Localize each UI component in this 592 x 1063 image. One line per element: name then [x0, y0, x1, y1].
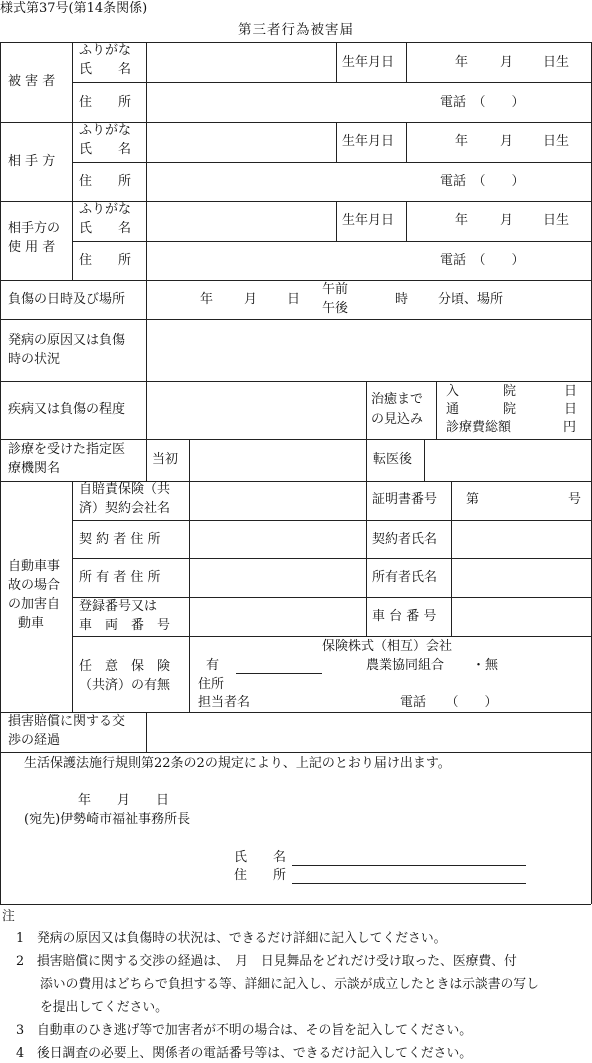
recovery-label: 治癒まで	[371, 392, 424, 407]
insurance-name-blank	[236, 673, 322, 674]
injury-datetime-label: 負傷の日時及び場所	[8, 292, 126, 307]
address-label: 住 所	[79, 95, 132, 110]
registration-label: 登録番号又は	[79, 599, 158, 614]
owner-name-label: 所有者氏名	[372, 570, 438, 585]
vehicle-accident-label: 自動車事	[8, 559, 61, 574]
medical-cost-label: 診療費総額	[446, 420, 512, 435]
phone-label: 電話 （ ）	[440, 95, 525, 110]
negotiation-label: 損害賠償に関する交	[8, 714, 126, 729]
form-number: 様式第37号(第14条関係)	[0, 1, 148, 16]
employer-label: 相手方の	[8, 221, 61, 236]
declaration-date: 年 月 日	[78, 793, 170, 808]
victim-label: 被 害 者	[8, 74, 56, 89]
am-label: 午前	[322, 282, 349, 297]
signature-name-line	[292, 865, 526, 866]
note-4: 4 後日調査の必要上、関係者の電話番号等は、できるだけ記入してください。	[16, 1046, 473, 1061]
notes-heading: 注	[2, 909, 15, 924]
cali-insurer-label: 自賠責保険（共	[79, 482, 171, 497]
insurance-none: ・無	[472, 658, 499, 673]
pm-label: 午後	[322, 301, 349, 316]
table-border-left	[0, 42, 1, 753]
certificate-number-label: 証明書番号	[372, 492, 438, 507]
signature-address-label: 住 所	[234, 868, 287, 883]
note-2: 2 損害賠償に関する交渉の経過は、 月 日見舞品をどれだけ受け取った、医療費、付	[16, 954, 517, 969]
furigana-label: ふりがな	[79, 43, 132, 58]
insurance-yes: 有	[206, 658, 220, 673]
cause-label: 発病の原因又は負傷	[8, 333, 126, 348]
clinic-label: 診療を受けた指定医	[8, 442, 126, 457]
initial-clinic-label: 当初	[152, 452, 179, 467]
chassis-number-label: 車 台 番 号	[372, 609, 437, 624]
severity-label: 疾病又は負傷の程度	[8, 402, 126, 417]
document-title: 第三者行為被害届	[238, 22, 354, 38]
note-3: 3 自動車のひき逃げ等で加害者が不明の場合は、その旨を記入してください。	[16, 1023, 473, 1038]
name-label: 氏 名	[79, 62, 132, 77]
other-party-label: 相 手 方	[8, 154, 56, 169]
signature-name-label: 氏 名	[234, 850, 287, 865]
addressee: (宛先)伊勢崎市福祉事務所長	[24, 812, 191, 827]
declaration-statement: 生活保護法施行規則第22条の2の規定により、上記のとおり届け出ます。	[24, 756, 451, 771]
owner-address-label: 所 有 者 住 所	[79, 570, 161, 585]
dob-label: 生年月日	[342, 55, 395, 70]
signature-address-line	[292, 883, 526, 884]
contractor-address-label: 契 約 者 住 所	[79, 532, 161, 547]
transfer-clinic-label: 転医後	[373, 452, 413, 467]
optional-insurance-label: 任 意 保 険	[79, 659, 171, 674]
contractor-name-label: 契約者氏名	[372, 532, 438, 547]
note-1: 1 発病の原因又は負傷時の状況は、できるだけ詳細に記入してください。	[16, 931, 447, 946]
